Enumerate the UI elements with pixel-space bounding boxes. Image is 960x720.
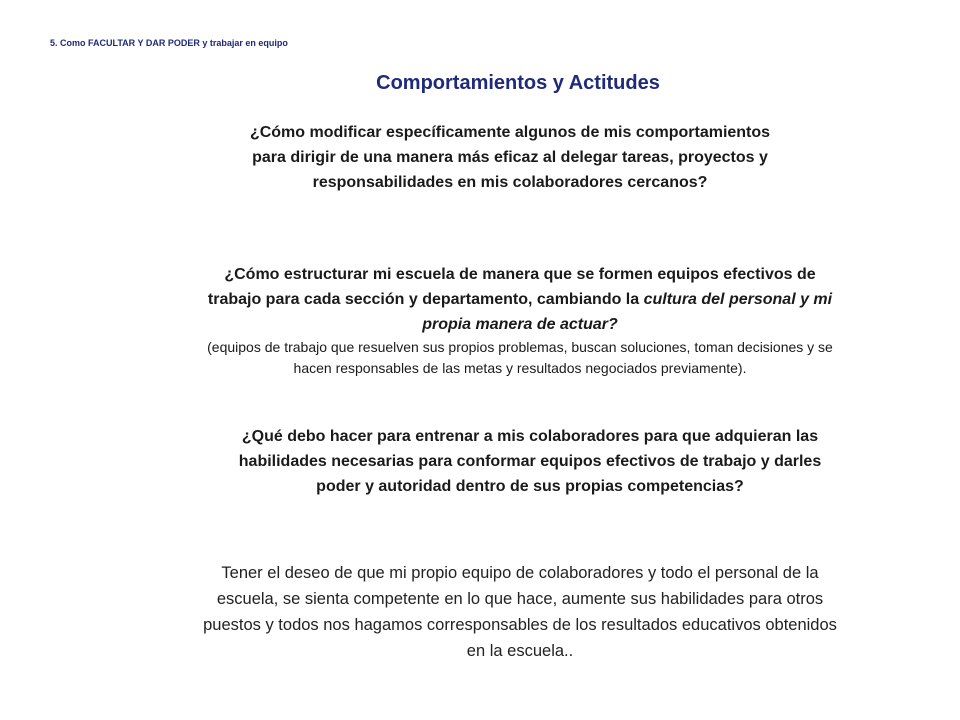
question-2-italic: cultura del personal y mi propia manera de actuar? (422, 291, 833, 333)
question-2-main (200, 262, 840, 337)
section-label: 5. Como FACULTAR Y DAR PODER y trabajar en equipo (50, 38, 288, 48)
question-2-note: (equipos de trabajo que resuelven sus propios problemas, buscan soluciones, toman decisiones y se hacen responsables de las metas y resultados negociados previamente). (207, 339, 833, 376)
question-2 (200, 262, 840, 379)
question-3: ¿Qué debo hacer para entrenar a mis colaboradores para que adquieran las habilidades necesarias para conformar equipos efectivos de trabajo y darles poder y autoridad dentro de sus propias competencias? (238, 428, 822, 495)
question-2-text: ¿Cómo estructurar mi escuela de manera que se formen equipos efectivos de trabajo para cada sección y departamento, cambiando la (207, 266, 816, 308)
slide-title: Comportamientos y Actitudes (376, 72, 660, 94)
question-1: ¿Cómo modificar específicamente algunos de mis comportamientos para dirigir de una manera más eficaz al delegar tareas, proyectos y responsabilidades en mis colaboradores cercanos? (249, 124, 771, 191)
closing-statement: Tener el deseo de que mi propio equipo de colaboradores y todo el personal de la escuela, se sienta competente en lo que hace, aumente sus habilidades para otros puestos y todos nos hagamos corresponsables de los resultados educativos obtenidos en la escuela.. (203, 564, 837, 660)
